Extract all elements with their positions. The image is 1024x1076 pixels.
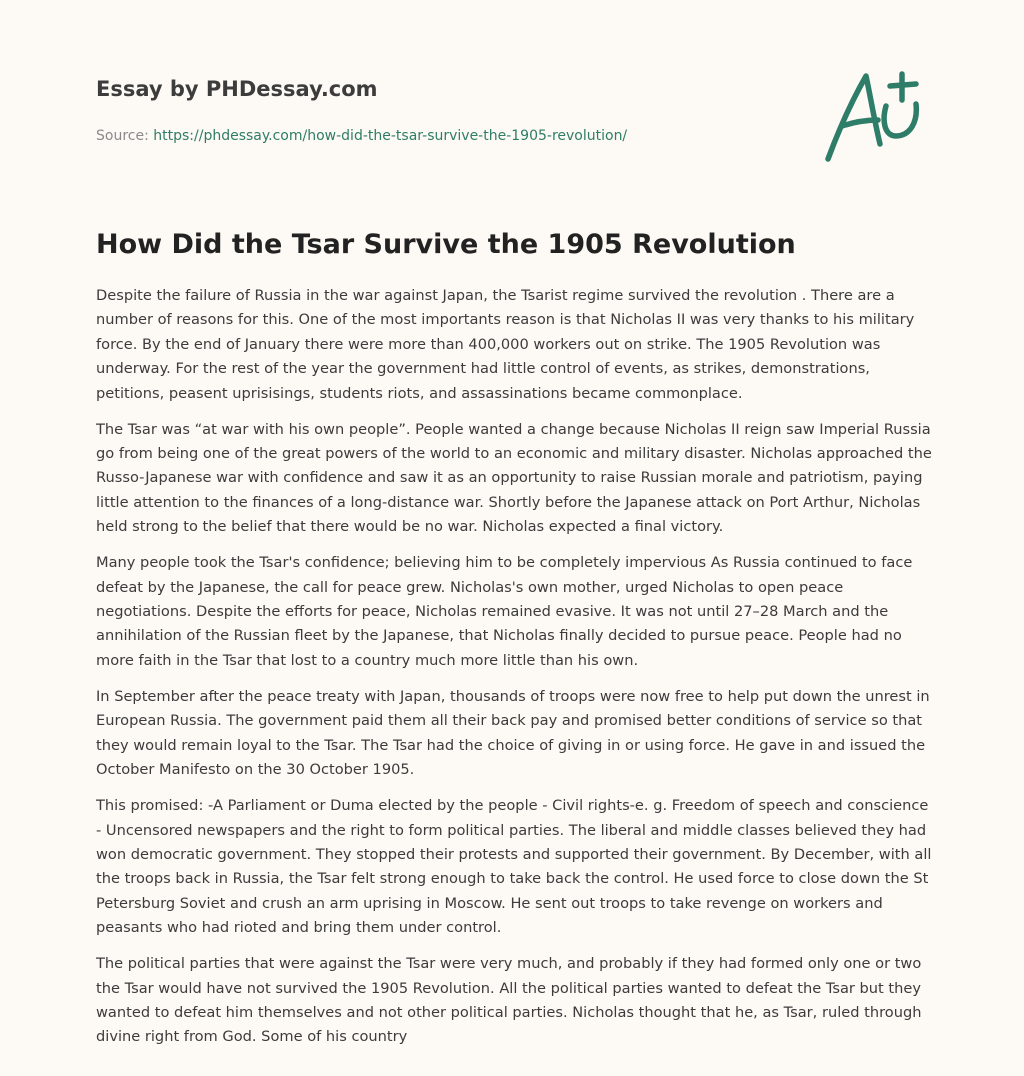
essay-title: How Did the Tsar Survive the 1905 Revolution <box>96 229 796 260</box>
essay-paragraph: Many people took the Tsar's confidence; believing him to be completely impervious As Russia continued to face defeat by the Japanese, the call for peace grew. Nicholas's own mother, urged Nicholas to open peace negotiations. Despite the efforts for peace, Nicholas remained evasive. It was not until 27–28 March and the annihilation of the Russian fleet by the Japanese, that Nicholas finally decided to pursue peace. People had no more faith in the Tsar that lost to a country much more little than his own. <box>96 554 913 669</box>
source-line <box>96 126 796 146</box>
essay-paragraph: In September after the peace treaty with Japan, thousands of troops were now free to help put down the unrest in European Russia. The government paid them all their back pay and promised better conditions of service so that they would remain loyal to the Tsar. The Tsar had the choice of giving in or using force. He gave in and issued the October Manifesto on the 30 October 1905. <box>96 687 930 779</box>
essay-paragraph: This promised: -A Parliament or Duma elected by the people - Civil rights-e. g. Freedom of speech and conscience - Uncensored newspapers and the right to form political parties. The liberal and middle classes believed they had won democratic government. They stopped their protests and supported their government. By December, with all the troops back in Russia, the Tsar felt strong enough to take back the control. He used force to close down the St Petersburg Soviet and crush an arm uprising in Moscow. He sent out troops to take revenge on workers and peasants who had rioted and bring them under control. <box>96 797 932 937</box>
a-plus-grade-icon <box>820 64 930 168</box>
site-brand: Essay by PHDessay.com <box>96 77 378 101</box>
essay-header <box>96 72 796 146</box>
essay-paragraph: The Tsar was “at war with his own people”. People wanted a change because Nicholas II reign saw Imperial Russia go from being one of the great powers of the world to an economic and military disaster. Nicholas approached the Russo-Japanese war with confidence and saw it as an opportunity to raise Russian morale and patriotism, paying little attention to the finances of a long-distance war. Shortly before the Japanese attack on Port Arthur, Nicholas held strong to the belief that there would be no war. Nicholas expected a final victory. <box>96 420 932 536</box>
essay-paragraph: Despite the failure of Russia in the war against Japan, the Tsarist regime survived the revolution . There are a number of reasons for this. One of the most importants reason is that Nicholas II was very thanks to his military force. By the end of January there were more than 400,000 workers out on strike. The 1905 Revolution was underway. For the rest of the year the government had little control of events, as strikes, demonstrations, petitions, peasent uprisisings, students riots, and assassinations became commonplace. <box>96 287 915 402</box>
essay-body <box>96 284 932 1061</box>
source-label: Source: <box>96 128 149 144</box>
essay-paragraph: The political parties that were against the Tsar were very much, and probably if they had formed only one or two the Tsar would have not survived the 1905 Revolution. All the political parties wanted to defeat the Tsar but they wanted to defeat him themselves and not other political parties. Nicholas thought that he, as Tsar, ruled through divine right from God. Some of his country <box>96 955 922 1046</box>
source-link[interactable]: https://phdessay.com/how-did-the-tsar-survive-the-1905-revolution/ <box>153 128 628 144</box>
